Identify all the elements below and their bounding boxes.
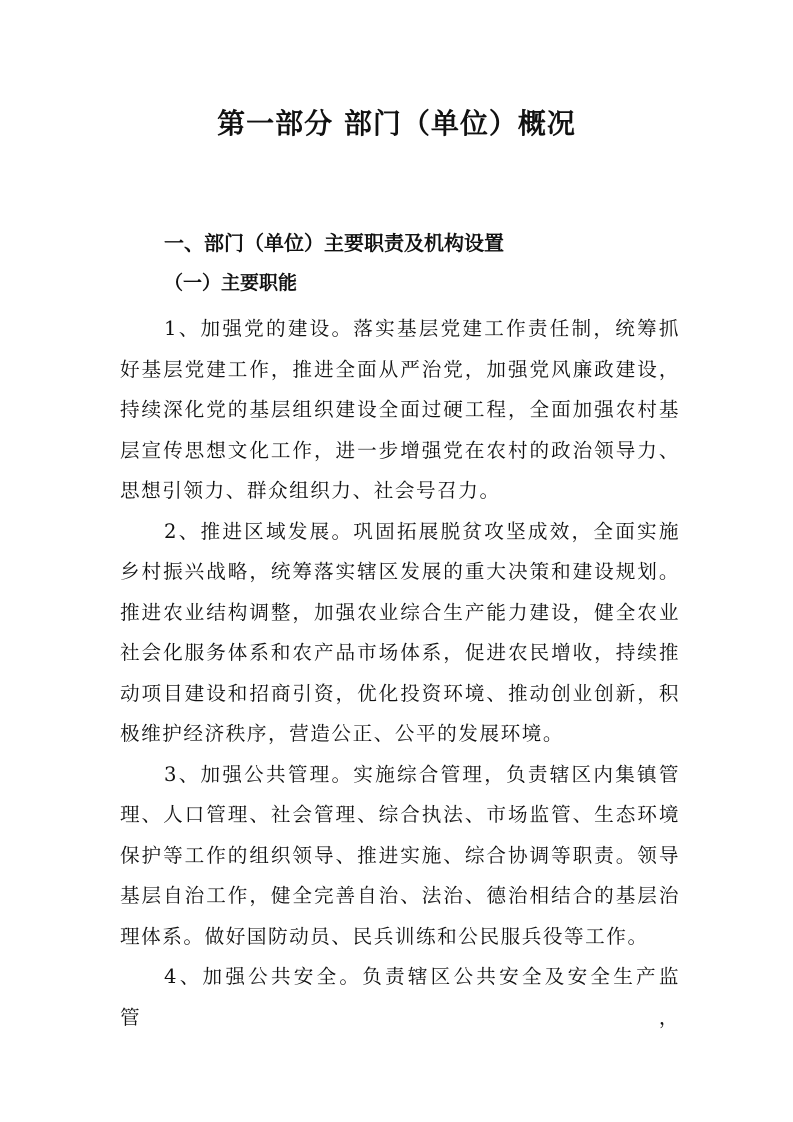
paragraph-2: 2、推进区域发展。巩固拓展脱贫攻坚成效，全面实施乡村振兴战略，统筹落实辖区发展的重大决策和建设规划。推进农业结构调整，加强农业综合生产能力建设，健全农业社会化服务体系和农产品市场体系，促进农民增收，持续推动项目建设和招商引资，优化投资环境、推动创业创新，积 [120, 519, 680, 705]
paragraph-1-last-line: 思想引领力、群众组织力、社会号召力。 [120, 479, 501, 502]
paragraph-3-last-line: 理体系。做好国防动员、民兵训练和公民服兵役等工作。 [120, 924, 649, 948]
paragraph-1: 1、加强党的建设。落实基层党建工作责任制，统筹抓好基层党建工作，推进全面从严治党，加强党风廉政建设，持续深化党的基层组织建设全面过硬工程，全面加强农村基层宣传思想文化工作，进一步增强党在农村的政治领导力、 [120, 317, 680, 462]
section-heading: 一、部门（单位）主要职责及机构设置 [164, 231, 504, 255]
page-title: 第一部分 部门（单位）概况 [217, 107, 576, 140]
body-text [120, 309, 680, 1038]
paragraph-2-last-line: 极维护经济秩序，营造公正、公平的发展环境。 [120, 722, 565, 745]
paragraph-4: 4、加强公共安全。负责辖区公共安全及安全生产监管， [120, 965, 680, 1029]
paragraph-3: 3、加强公共管理。实施综合管理，负责辖区内集镇管理、人口管理、社会管理、综合执法、市场监管、生态环境保护等工作的组织领导、推进实施、综合协调等职责。领导基层自治工作，健全完善自治、法治、德治相结合的基层治 [120, 762, 680, 907]
sub-heading: （一）主要职能 [164, 272, 298, 294]
